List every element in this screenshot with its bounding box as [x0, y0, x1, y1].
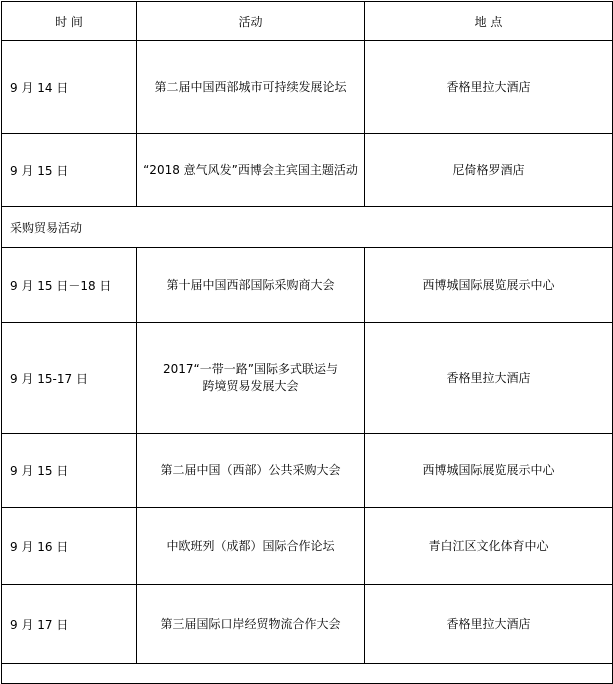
section-row [2, 207, 613, 248]
row-activity: 中欧班列（成都）国际合作论坛 [137, 508, 365, 585]
table-row [2, 41, 613, 134]
cutoff-cell [2, 664, 613, 684]
row-activity: “2018 意气风发”西博会主宾国主题活动 [137, 134, 365, 207]
row-time: 9 月 15 日 [2, 434, 137, 508]
row-activity [137, 323, 365, 434]
section-title: 采购贸易活动 [2, 207, 613, 248]
event-schedule-table [1, 1, 613, 684]
table-row [2, 434, 613, 508]
row-location: 香格里拉大酒店 [365, 323, 613, 434]
row-activity: 第十届中国西部国际采购商大会 [137, 248, 365, 323]
header-location: 地 点 [365, 2, 613, 41]
header-activity: 活动 [137, 2, 365, 41]
row-location: 西博城国际展览展示中心 [365, 248, 613, 323]
row-location: 青白江区文化体育中心 [365, 508, 613, 585]
table-row [2, 585, 613, 664]
row-time: 9 月 16 日 [2, 508, 137, 585]
row-location: 香格里拉大酒店 [365, 41, 613, 134]
header-time: 时 间 [2, 2, 137, 41]
row-time: 9 月 17 日 [2, 585, 137, 664]
header-row [2, 2, 613, 41]
row-location: 尼倚格罗酒店 [365, 134, 613, 207]
table-row-cutoff [2, 664, 613, 684]
row-time: 9 月 15 日－18 日 [2, 248, 137, 323]
row-activity-line: 跨境贸易发展大会 [202, 379, 299, 393]
row-time: 9 月 15 日 [2, 134, 137, 207]
row-location: 香格里拉大酒店 [365, 585, 613, 664]
row-activity: 第二届中国西部城市可持续发展论坛 [137, 41, 365, 134]
table-row [2, 134, 613, 207]
table-row [2, 508, 613, 585]
row-location: 西博城国际展览展示中心 [365, 434, 613, 508]
row-time: 9 月 14 日 [2, 41, 137, 134]
row-activity: 第三届国际口岸经贸物流合作大会 [137, 585, 365, 664]
row-activity-line: 2017“一带一路”国际多式联运与 [163, 362, 338, 376]
row-time: 9 月 15-17 日 [2, 323, 137, 434]
table-row [2, 323, 613, 434]
row-activity: 第二届中国（西部）公共采购大会 [137, 434, 365, 508]
table-row [2, 248, 613, 323]
